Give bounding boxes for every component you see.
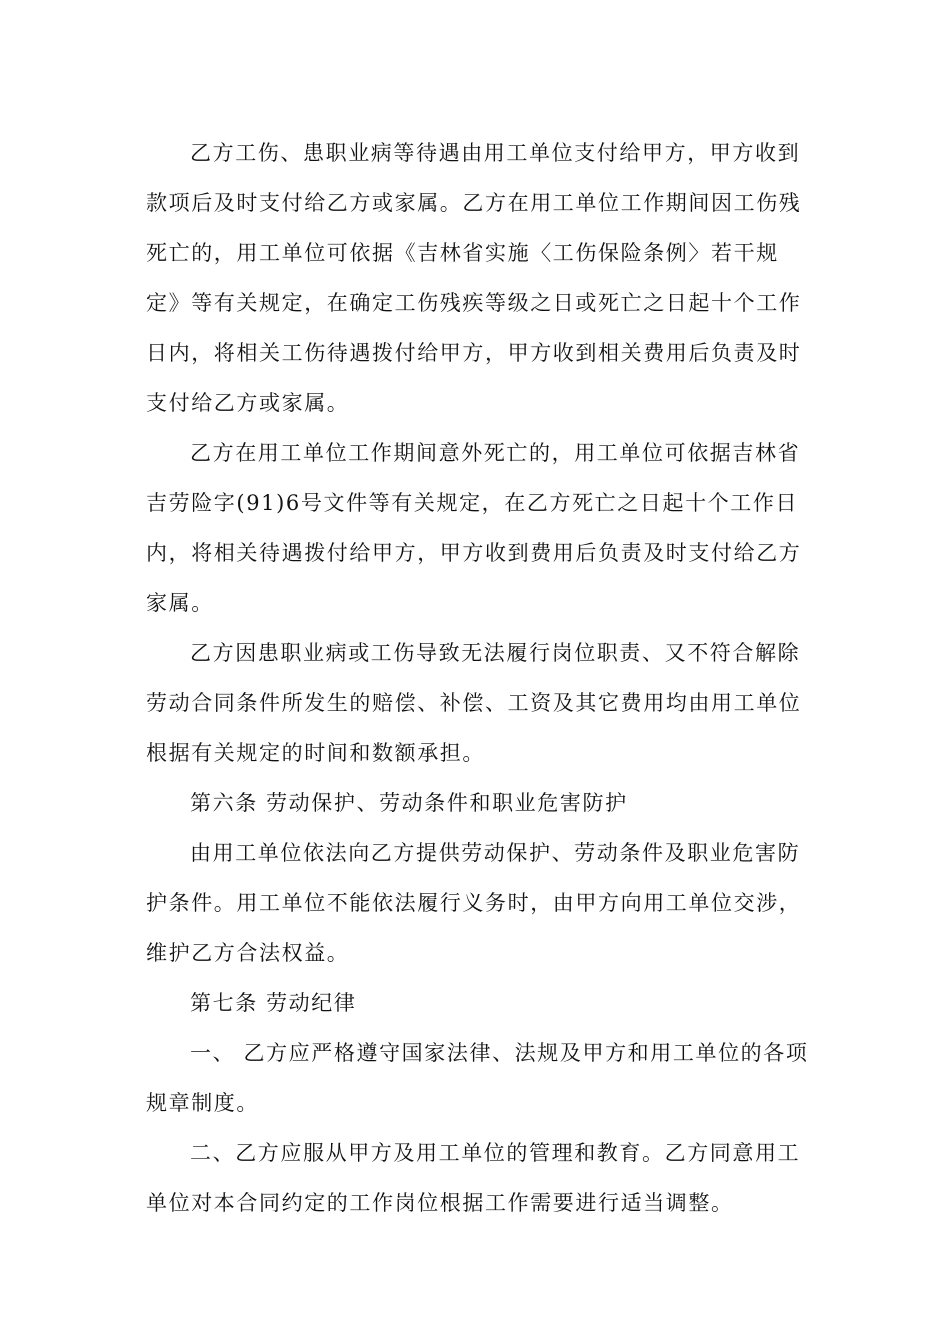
- paragraph-line: 由用工单位依法向乙方提供劳动保护、劳动条件及职业危害防: [190, 841, 801, 865]
- paragraph-line: 单位对本合同约定的工作岗位根据工作需要进行适当调整。: [146, 1191, 734, 1215]
- paragraph-line: 款项后及时支付给乙方或家属。乙方在用工单位工作期间因工伤残: [146, 191, 802, 215]
- paragraph-line: 死亡的，用工单位可依据《吉林省实施〈工伤保险条例〉若干规: [146, 241, 779, 265]
- paragraph-line: 根据有关规定的时间和数额承担。: [146, 741, 485, 765]
- paragraph-line: 护条件。用工单位不能依法履行义务时，由甲方向用工单位交涉，: [146, 891, 802, 915]
- paragraph-line: 维护乙方合法权益。: [146, 941, 350, 965]
- paragraph-line: 乙方因患职业病或工伤导致无法履行岗位职责、又不符合解除: [190, 641, 801, 665]
- paragraph-line: 日内，将相关工伤待遇拨付给甲方，甲方收到相关费用后负责及时: [146, 341, 802, 365]
- paragraph-line: 家属。: [146, 591, 214, 615]
- paragraph-line: 吉劳险字(91)6号文件等有关规定，在乙方死亡之日起十个工作日: [146, 491, 799, 515]
- paragraph-line: 定》等有关规定，在确定工伤残疾等级之日或死亡之日起十个工作: [146, 291, 802, 315]
- paragraph-line: 劳动合同条件所发生的赔偿、补偿、工资及其它费用均由用工单位: [146, 691, 802, 715]
- paragraph-line: 二、乙方应服从甲方及用工单位的管理和教育。乙方同意用工: [190, 1141, 801, 1165]
- article-heading: 第六条 劳动保护、劳动条件和职业危害防护: [190, 791, 628, 815]
- paragraph-line: 一、 乙方应严格遵守国家法律、法规及甲方和用工单位的各项: [190, 1041, 809, 1065]
- paragraph-line: 支付给乙方或家属。: [146, 391, 350, 415]
- article-heading: 第七条 劳动纪律: [190, 991, 357, 1015]
- paragraph-line: 规章制度。: [146, 1091, 259, 1115]
- paragraph-line: 乙方工伤、患职业病等待遇由用工单位支付给甲方，甲方收到: [190, 141, 801, 165]
- paragraph-line: 乙方在用工单位工作期间意外死亡的，用工单位可依据吉林省: [190, 441, 801, 465]
- paragraph-line: 内，将相关待遇拨付给甲方，甲方收到费用后负责及时支付给乙方: [146, 541, 802, 565]
